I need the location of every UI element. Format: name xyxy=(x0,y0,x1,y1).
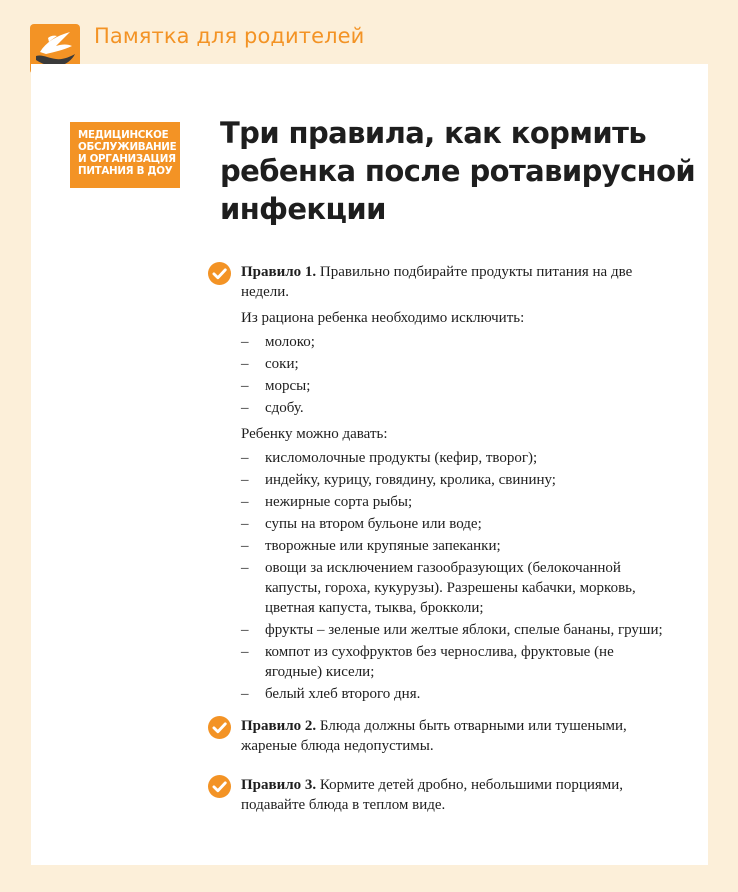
rule-label: Правило 3. xyxy=(241,777,317,793)
title-line: Три правила, как кормить xyxy=(220,116,647,150)
list-item: – кисломолочные продукты (кефир, творог); xyxy=(241,448,671,468)
rule-body: Правильно подбирайте продукты питания на две недели. xyxy=(241,264,633,300)
badge-line: МЕДИЦИНСКОЕ xyxy=(78,129,169,141)
rule-body: Блюда должны быть отварными или тушеными, жареные блюда недопустимы. xyxy=(241,718,627,754)
badge-line: И ОРГАНИЗАЦИЯ xyxy=(78,153,176,165)
rule-label: Правило 1. xyxy=(241,264,317,280)
rule-1 xyxy=(241,262,671,704)
allow-list xyxy=(241,448,671,704)
rule-2 xyxy=(241,716,671,756)
rule-text xyxy=(241,716,671,756)
list-item: – овощи за исключением газообразующих (белокочанной капусты, гороха, кукурузы). Разрешены кабачки, морковь, цветная капуста, тыква, брокколи; xyxy=(241,558,671,618)
title-line: ребенка после ротавирусной xyxy=(220,154,696,188)
page-title xyxy=(220,114,696,228)
list-item: – сдобу. xyxy=(241,398,671,418)
list-item: – индейку, курицу, говядину, кролика, свинину; xyxy=(241,470,671,490)
category-badge xyxy=(70,122,180,188)
rules-content xyxy=(241,262,671,815)
badge-line: ОБСЛУЖИВАНИЕ xyxy=(78,141,177,153)
exclude-list xyxy=(241,332,671,418)
list-item: – творожные или крупяные запеканки; xyxy=(241,536,671,556)
check-circle-icon xyxy=(208,262,231,285)
check-circle-icon xyxy=(208,775,231,798)
header-title: Памятка для родителей xyxy=(94,24,365,48)
rule-text xyxy=(241,775,671,815)
rule-text xyxy=(241,262,671,302)
memo-sheet xyxy=(31,64,708,865)
allow-intro: Ребенку можно давать: xyxy=(241,426,388,442)
list-item: – молоко; xyxy=(241,332,671,352)
list-item: – белый хлеб второго дня. xyxy=(241,684,671,704)
list-item: – нежирные сорта рыбы; xyxy=(241,492,671,512)
rule-3 xyxy=(241,775,671,815)
title-line: инфекции xyxy=(220,192,386,226)
check-circle-icon xyxy=(208,716,231,739)
list-item: – компот из сухофруктов без чернослива, фруктовые (не ягодные) кисели; xyxy=(241,642,671,682)
list-item: – морсы; xyxy=(241,376,671,396)
list-item: – соки; xyxy=(241,354,671,374)
list-item: – супы на втором бульоне или воде; xyxy=(241,514,671,534)
exclude-intro: Из рациона ребенка необходимо исключить: xyxy=(241,310,525,326)
rule-label: Правило 2. xyxy=(241,718,317,734)
list-item: – фрукты – зеленые или желтые яблоки, спелые бананы, груши; xyxy=(241,620,671,640)
rule-body: Кормите детей дробно, небольшими порциями, подавайте блюда в теплом виде. xyxy=(241,777,624,813)
badge-line: ПИТАНИЯ В ДОУ xyxy=(78,165,173,177)
